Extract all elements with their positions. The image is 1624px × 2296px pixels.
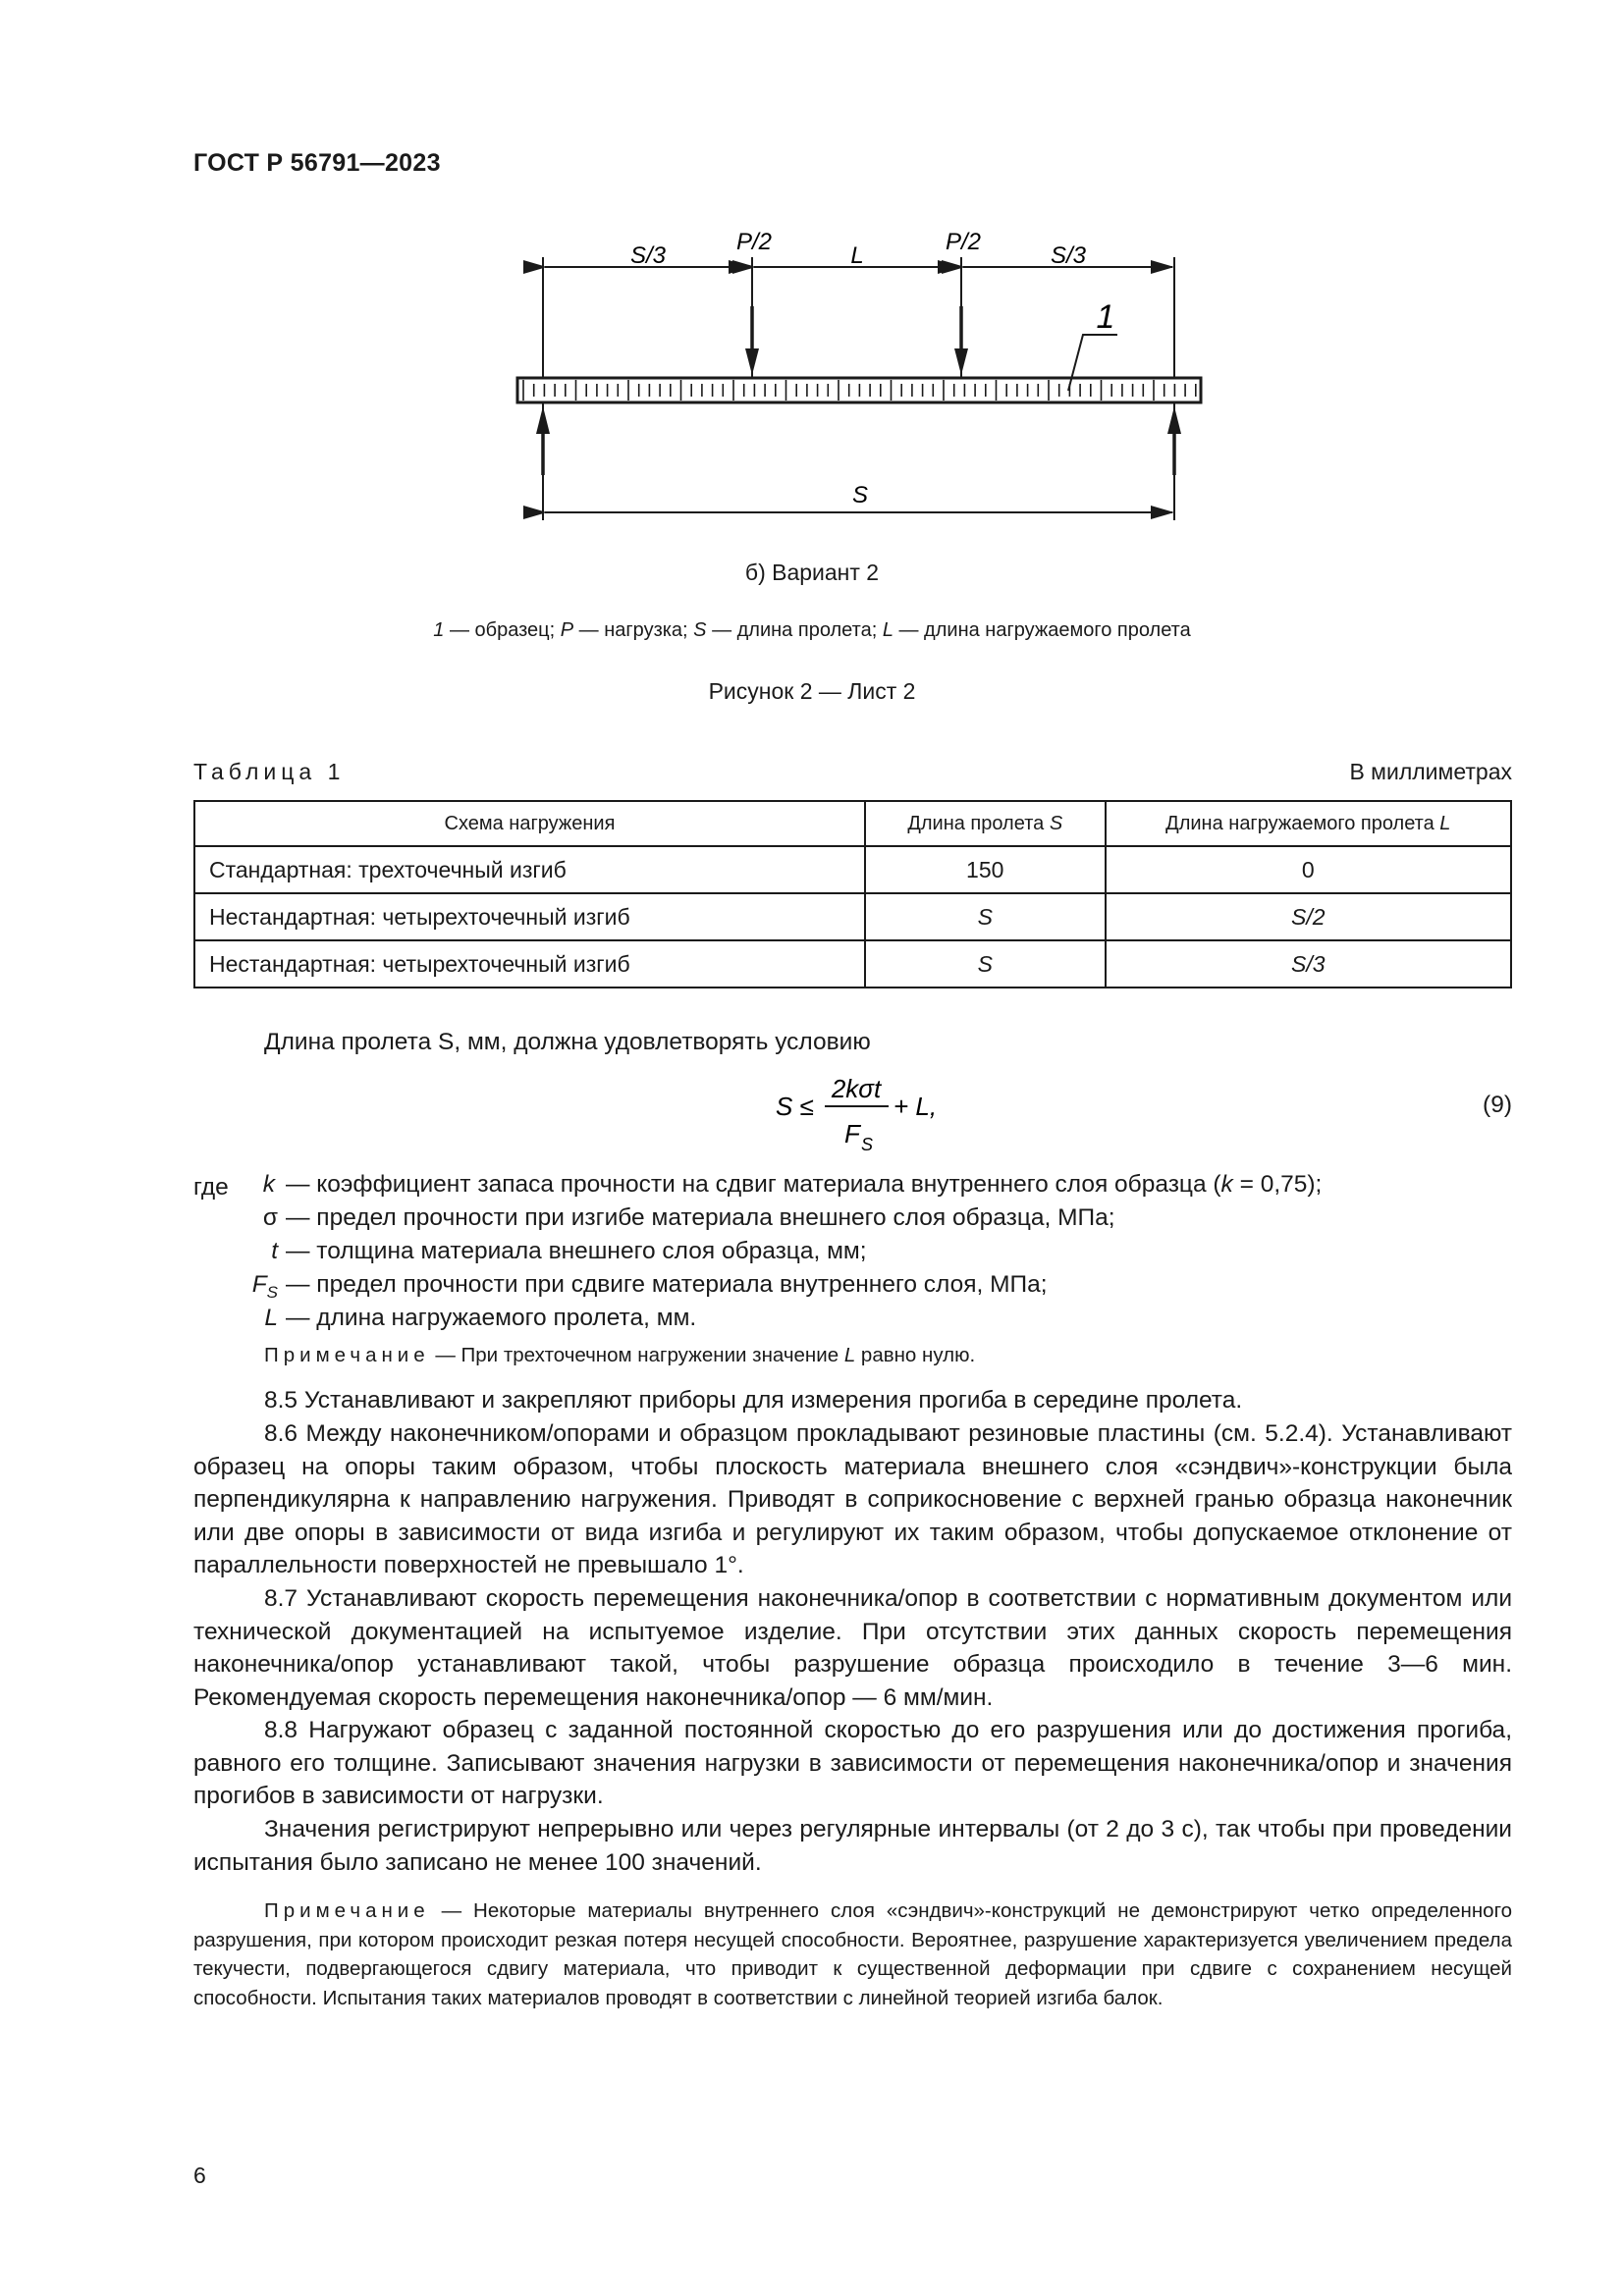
equation-number: (9) bbox=[1483, 1092, 1512, 1118]
where-prefix: где bbox=[193, 1174, 229, 1201]
paragraph-registration: Значения регистрируют непрерывно или через регулярные интервалы (от 2 до 3 с), так чтобы при проведении испытания было записано не менее 100 значений. bbox=[193, 1816, 1512, 1876]
label-s-total: S bbox=[851, 482, 869, 508]
definition-text: — предел прочности при сдвиге материала внутреннего слоя, МПа; bbox=[286, 1271, 1048, 1298]
paragraph-8-8: 8.8 Нагружают образец с заданной постоянной скоростью до его разрушения или до достижения прогиба, равного его толщине. Записывают значения нагрузки в зависимости от перемещения наконечника/опор и значения прогибов в зависимости от нагрузки. bbox=[193, 1717, 1512, 1809]
table-cell: Нестандартная: четырехточечный изгиб bbox=[194, 940, 865, 988]
table-cell: Стандартная: трехточечный изгиб bbox=[194, 846, 865, 893]
table-cell: S/2 bbox=[1106, 893, 1511, 940]
table-cell: Нестандартная: четырехточечный изгиб bbox=[194, 893, 865, 940]
header-span-symbol: S bbox=[1049, 812, 1063, 834]
table-cell: 0 bbox=[1106, 846, 1511, 893]
label-l: L bbox=[850, 242, 864, 269]
header-loaded-symbol: L bbox=[1439, 812, 1451, 834]
table-header-cell bbox=[865, 801, 1106, 846]
k-symbol: k bbox=[1220, 1171, 1233, 1198]
definition-text: — коэффициент запаса прочности на сдвиг материала внутреннего слоя образца (k = 0,75); bbox=[286, 1171, 1323, 1198]
note-materials bbox=[193, 1896, 1512, 2012]
note-text: — При трехточечном нагружении значение L равно нулю. bbox=[429, 1344, 976, 1366]
formula-denominator-sub: S bbox=[861, 1135, 874, 1154]
header-span-text: Длина пролета bbox=[907, 812, 1050, 834]
table-cell: S/3 bbox=[1106, 940, 1511, 988]
table-header-cell: Схема нагружения bbox=[194, 801, 865, 846]
table-cell: S bbox=[865, 940, 1106, 988]
note-formula bbox=[264, 1344, 975, 1367]
formula-tail: + L, bbox=[893, 1092, 938, 1121]
definition-symbol: $F_S$ bbox=[251, 1271, 278, 1302]
definition-symbol: L bbox=[264, 1305, 278, 1331]
formula-9 bbox=[766, 1066, 1159, 1154]
table-header-cell bbox=[1106, 801, 1511, 846]
table-cell: 150 bbox=[865, 846, 1106, 893]
paragraph-8-6: 8.6 Между наконечником/опорами и образцом прокладывают резиновые пластины (см. 5.2.4). Устанавливают образец на опоры таким образом, чтобы плоскость материала внешнего слоя «сэндвич»-конструкции была перпендикулярна к направлению нагружения. Приводят в соприкосновение с верхней гранью образца наконечник или две опоры в зависимости от вида изгиба и регулируют их таким образом, чтобы допускаемое отклонение от параллельности поверхностей не превышало 1°. bbox=[193, 1420, 1512, 1578]
table-cell: S bbox=[865, 893, 1106, 940]
note-label: Примечание bbox=[264, 1899, 430, 1922]
support-right-head bbox=[1167, 406, 1181, 434]
paragraph-8-5: 8.5 Устанавливают и закрепляют приборы для измерения прогиба в середине пролета. bbox=[264, 1387, 1243, 1414]
label-p-left: P/2 bbox=[735, 229, 773, 255]
load-arrow-right-head bbox=[954, 348, 968, 375]
formula-numerator: 2kσt bbox=[831, 1074, 882, 1103]
page-number: 6 bbox=[193, 2163, 206, 2188]
definition-symbol: t bbox=[271, 1238, 278, 1264]
table-title: Таблица 1 bbox=[193, 759, 346, 784]
definition-text: — предел прочности при изгибе материала внешнего слоя образца, МПа; bbox=[286, 1204, 1115, 1231]
label-s3-left: S/3 bbox=[629, 242, 667, 269]
table-row bbox=[194, 940, 1511, 988]
load-arrow-left-head bbox=[745, 348, 759, 375]
figure-subcaption: б) Вариант 2 bbox=[744, 560, 880, 585]
table-row bbox=[194, 893, 1511, 940]
loading-diagram bbox=[0, 0, 1624, 550]
note-label: Примечание bbox=[264, 1344, 430, 1366]
definition-text: — толщина материала внешнего слоя образца, мм; bbox=[286, 1238, 867, 1264]
document-header: ГОСТ Р 56791—2023 bbox=[193, 149, 441, 177]
table-row bbox=[194, 846, 1511, 893]
definition-text: — длина нагружаемого пролета, мм. bbox=[286, 1305, 697, 1331]
note-text: — Некоторые материалы внутреннего слоя «сэндвич»-конструкций не демонстрируют четко определенного разрушения, при котором происходит резкая потеря несущей способности. Вероятнее, разрушение характеризуется увеличением предела текучести, подвергающегося сдвигу материала, что приводит к существенной деформации при сдвиге с сохранением несущей способности. Испытания таких материалов проводят в соответствии с линейной теорией изгиба балок. bbox=[193, 1899, 1512, 2009]
formula-denominator: F bbox=[844, 1119, 860, 1148]
formula-intro: Длина пролета S, мм, должна удовлетворять условию bbox=[264, 1029, 871, 1055]
label-p-right: P/2 bbox=[945, 229, 982, 255]
definition-symbol: σ bbox=[262, 1204, 278, 1231]
label-s3-right: S/3 bbox=[1050, 242, 1087, 269]
paragraph-8-7: 8.7 Устанавливают скорость перемещения наконечника/опор в соответствии с нормативным документом или технической документацией на испытуемое изделие. При отсутствии этих данных скорость перемещения наконечника/опор устанавливают такой, чтобы разрушение образца происходило в течение 3—6 мин. Рекомендуемая скорость перемещения наконечника/опор — 6 мм/мин. bbox=[193, 1585, 1512, 1711]
formula-lhs: S ≤ bbox=[776, 1092, 814, 1121]
definition-symbol: k bbox=[262, 1171, 275, 1198]
figure-caption: Рисунок 2 — Лист 2 bbox=[708, 678, 916, 704]
table-units: В миллиметрах bbox=[1349, 759, 1512, 784]
support-left-head bbox=[536, 406, 550, 434]
loading-schemes-table bbox=[193, 800, 1512, 988]
label-specimen-number: 1 bbox=[1096, 298, 1115, 336]
header-loaded-text: Длина нагружаемого пролета bbox=[1165, 812, 1440, 834]
figure-legend: 1 — образец; P — нагрузка; S — длина пролета; L — длина нагружаемого пролета bbox=[433, 619, 1191, 641]
table-header-row bbox=[194, 801, 1511, 846]
